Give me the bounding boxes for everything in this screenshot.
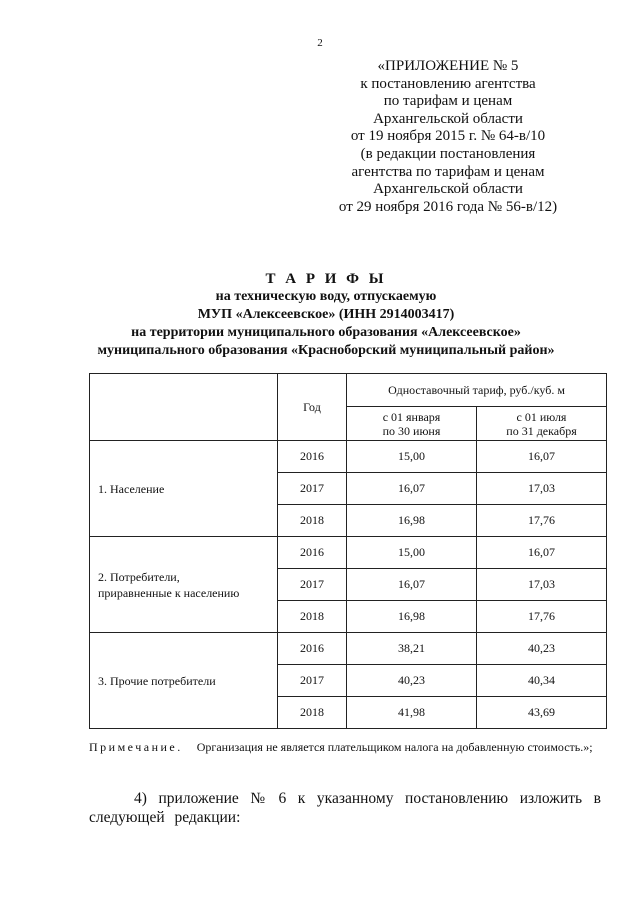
appendix-header [318, 58, 578, 216]
tariff-cell: 17,03 [477, 473, 607, 505]
year-cell: 2018 [278, 697, 347, 729]
category-line: 2. Потребители, [98, 569, 180, 584]
tariff-cell: 43,69 [477, 697, 607, 729]
tariff-cell: 16,07 [347, 473, 477, 505]
table-row [90, 633, 607, 665]
year-cell: 2017 [278, 569, 347, 601]
tariff-cell: 17,03 [477, 569, 607, 601]
title-heading: Т А Р И Ф Ы [265, 271, 387, 287]
year-cell: 2018 [278, 601, 347, 633]
appendix-line: Архангельской области [373, 181, 523, 198]
tariff-cell: 16,98 [347, 601, 477, 633]
tariff-cell: 17,76 [477, 505, 607, 537]
table-header-row [90, 374, 607, 407]
tariff-cell: 38,21 [347, 633, 477, 665]
year-cell: 2018 [278, 505, 347, 537]
tariff-cell: 16,07 [477, 537, 607, 569]
tariff-cell: 16,07 [347, 569, 477, 601]
period-line: по 31 декабря [506, 423, 577, 438]
appendix-line: Архангельской области [373, 110, 523, 127]
body-paragraph: 4) приложение № 6 к указанному постановлению изложить в следующей редакции: [89, 790, 601, 826]
period-line: с 01 января [382, 409, 441, 424]
table-row [90, 441, 607, 473]
title-line: на территории муниципального образования «Алексеевское» [131, 325, 521, 340]
category-header [90, 374, 278, 441]
year-cell: 2016 [278, 537, 347, 569]
title-line: МУП «Алексеевское» (ИНН 2914003417) [197, 307, 455, 322]
period-line: по 30 июня [382, 423, 441, 438]
year-cell: 2017 [278, 473, 347, 505]
table-row [90, 537, 607, 569]
title-line: на техническую воду, отпускаемую [215, 289, 437, 304]
category-cell: 3. Прочие потребители [90, 633, 278, 729]
tariff-cell: 16,07 [477, 441, 607, 473]
appendix-line: «ПРИЛОЖЕНИЕ № 5 [377, 58, 519, 74]
tariff-cell: 40,23 [477, 633, 607, 665]
year-cell: 2016 [278, 633, 347, 665]
appendix-line: к постановлению агентства [360, 75, 536, 92]
title-line: муниципального образования «Красноборский муниципальный район» [97, 343, 555, 358]
tariff-cell: 17,76 [477, 601, 607, 633]
document-title [60, 270, 592, 360]
tariff-cell: 40,23 [347, 665, 477, 697]
page-number: 2 [317, 37, 323, 49]
appendix-line: от 29 ноября 2016 года № 56-в/12) [338, 198, 558, 215]
year-header: Год [278, 374, 347, 441]
tariff-cell: 15,00 [347, 537, 477, 569]
tariff-cell: 41,98 [347, 697, 477, 729]
tariff-cell: 15,00 [347, 441, 477, 473]
category-cell: 1. Население [90, 441, 278, 537]
category-cell [90, 537, 278, 633]
tariff-header: Одноставочный тариф, руб./куб. м [347, 374, 607, 407]
table-note [89, 739, 601, 756]
category-line: приравненные к населению [98, 585, 240, 600]
tariff-cell: 40,34 [477, 665, 607, 697]
appendix-line: (в редакции постановления [360, 145, 536, 162]
tariff-table [89, 373, 607, 729]
tariff-cell: 16,98 [347, 505, 477, 537]
year-cell: 2017 [278, 665, 347, 697]
period-header [347, 407, 477, 441]
year-cell: 2016 [278, 441, 347, 473]
period-header [477, 407, 607, 441]
appendix-line: по тарифам и ценам [383, 93, 513, 110]
period-line: с 01 июля [516, 409, 567, 424]
note-label: Примечание. [89, 740, 183, 754]
appendix-line: от 19 ноября 2015 г. № 64-в/10 [350, 128, 546, 145]
note-text: Организация не является плательщиком налога на добавленную стоимость.»; [196, 740, 593, 754]
appendix-line: агентства по тарифам и ценам [351, 163, 545, 180]
